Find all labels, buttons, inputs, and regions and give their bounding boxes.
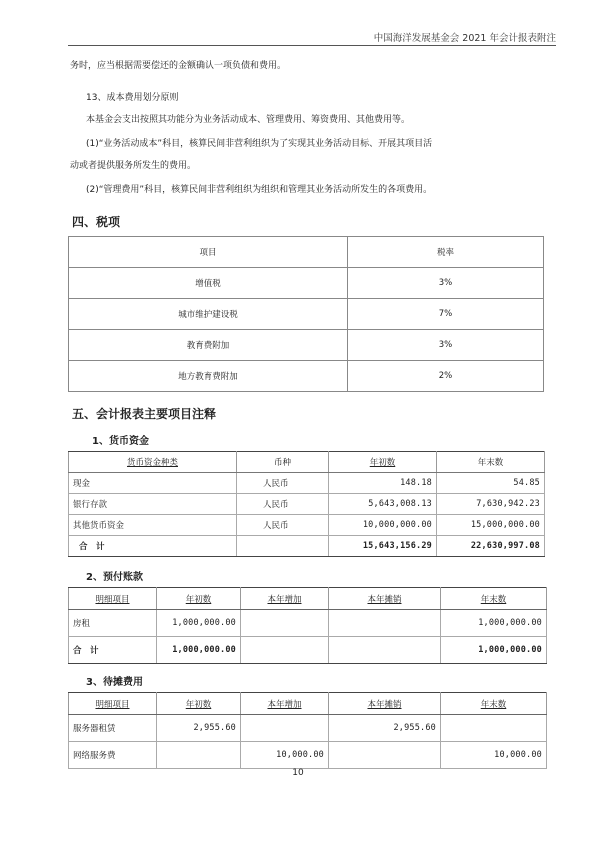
- prepay-col-add: 本年增加: [241, 588, 329, 610]
- header-rule: [68, 45, 556, 46]
- table-row: [69, 299, 544, 330]
- cash-currency: 人民币: [237, 494, 329, 515]
- cash-end: 7,630,942.23: [437, 494, 545, 515]
- cash-title: 1、货币资金: [92, 436, 149, 447]
- tax-rate: 3%: [348, 268, 544, 299]
- deferred-end: [441, 715, 547, 742]
- cash-begin: 148.18: [329, 473, 437, 494]
- cash-total-currency: [237, 536, 329, 557]
- cash-col-begin: 年初数: [329, 452, 437, 473]
- cash-col-end: 年末数: [437, 452, 545, 473]
- table-row: [69, 494, 545, 515]
- deferred-col-add: 本年增加: [241, 693, 329, 715]
- deferred-item: 服务器租赁: [69, 715, 157, 742]
- tax-item: 增值税: [69, 268, 348, 299]
- deferred-item: 网络服务费: [69, 742, 157, 769]
- tax-table-header: [69, 237, 544, 268]
- cash-type: 现金: [69, 473, 237, 494]
- deferred-table-header: [69, 693, 547, 715]
- deferred-add: [241, 715, 329, 742]
- prepay-title: 2、预付账款: [86, 572, 143, 583]
- business-cost-paragraph-line2: 动或者提供服务所发生的费用。: [70, 161, 197, 171]
- table-row: [69, 742, 547, 769]
- prepay-table: [68, 587, 547, 664]
- table-row: [69, 515, 545, 536]
- tax-rate: 2%: [348, 361, 544, 392]
- prepay-total-amort: [329, 637, 441, 664]
- management-cost-paragraph: (2)“管理费用”科目，核算民间非营利组织为组织和管理其业务活动所发生的各项费用。: [86, 185, 433, 195]
- prepay-total-begin: 1,000,000.00: [157, 637, 241, 664]
- prepay-total-add: [241, 637, 329, 664]
- cash-col-type: 货币资金种类: [69, 452, 237, 473]
- deferred-amort: [329, 742, 441, 769]
- cash-total-end: 22,630,997.08: [437, 536, 545, 557]
- tax-table: [68, 236, 544, 392]
- prepay-item: 房租: [69, 610, 157, 637]
- cash-type: 银行存款: [69, 494, 237, 515]
- prepay-col-end: 年末数: [441, 588, 547, 610]
- deferred-end: 10,000.00: [441, 742, 547, 769]
- table-row: [69, 610, 547, 637]
- prepay-total-label: 合 计: [69, 637, 157, 664]
- prepay-col-amort: 本年摊销: [329, 588, 441, 610]
- cash-total-begin: 15,643,156.29: [329, 536, 437, 557]
- table-row: [69, 268, 544, 299]
- tax-item: 教育费附加: [69, 330, 348, 361]
- prepay-add: [241, 610, 329, 637]
- prepay-col-begin: 年初数: [157, 588, 241, 610]
- tax-rate: 7%: [348, 299, 544, 330]
- table-row: [69, 361, 544, 392]
- table-total-row: [69, 637, 547, 664]
- cash-total-label: 合 计: [69, 536, 237, 557]
- cash-currency: 人民币: [237, 473, 329, 494]
- table-row: [69, 715, 547, 742]
- section-13-title: 13、成本费用划分原则: [86, 93, 179, 103]
- deferred-begin: [157, 742, 241, 769]
- table-row: [69, 473, 545, 494]
- page-header: 中国海洋发展基金会 2021 年会计报表附注: [373, 33, 556, 44]
- tax-col-item: 项目: [69, 237, 348, 268]
- continued-paragraph: 务时，应当根据需要偿还的金额确认一项负债和费用。: [70, 61, 287, 71]
- cash-col-currency: 币种: [237, 452, 329, 473]
- cash-type: 其他货币资金: [69, 515, 237, 536]
- table-row: [69, 330, 544, 361]
- notes-heading: 五、会计报表主要项目注释: [72, 407, 217, 421]
- cash-table: [68, 451, 545, 557]
- deferred-table: [68, 692, 547, 769]
- prepay-amort: [329, 610, 441, 637]
- cash-end: 15,000,000.00: [437, 515, 545, 536]
- cash-table-header: [69, 452, 545, 473]
- table-total-row: [69, 536, 545, 557]
- deferred-amort: 2,955.60: [329, 715, 441, 742]
- deferred-title: 3、待摊费用: [86, 677, 143, 688]
- business-cost-paragraph-line1: (1)“业务活动成本”科目，核算民间非营利组织为了实现其业务活动目标、开展其项目活: [86, 139, 433, 149]
- tax-col-rate: 税率: [348, 237, 544, 268]
- cost-classification-paragraph: 本基金会支出按照其功能分为业务活动成本、管理费用、筹资费用、其他费用等。: [86, 115, 411, 125]
- deferred-begin: 2,955.60: [157, 715, 241, 742]
- deferred-col-amort: 本年摊销: [329, 693, 441, 715]
- prepay-total-end: 1,000,000.00: [441, 637, 547, 664]
- deferred-add: 10,000.00: [241, 742, 329, 769]
- tax-heading: 四、税项: [72, 215, 121, 229]
- prepay-begin: 1,000,000.00: [157, 610, 241, 637]
- cash-currency: 人民币: [237, 515, 329, 536]
- cash-begin: 5,643,008.13: [329, 494, 437, 515]
- cash-end: 54.85: [437, 473, 545, 494]
- deferred-col-item: 明细项目: [69, 693, 157, 715]
- page-number: 10: [292, 768, 304, 778]
- tax-item: 城市维护建设税: [69, 299, 348, 330]
- deferred-col-begin: 年初数: [157, 693, 241, 715]
- cash-begin: 10,000,000.00: [329, 515, 437, 536]
- prepay-end: 1,000,000.00: [441, 610, 547, 637]
- tax-item: 地方教育费附加: [69, 361, 348, 392]
- deferred-col-end: 年末数: [441, 693, 547, 715]
- prepay-col-item: 明细项目: [69, 588, 157, 610]
- prepay-table-header: [69, 588, 547, 610]
- tax-rate: 3%: [348, 330, 544, 361]
